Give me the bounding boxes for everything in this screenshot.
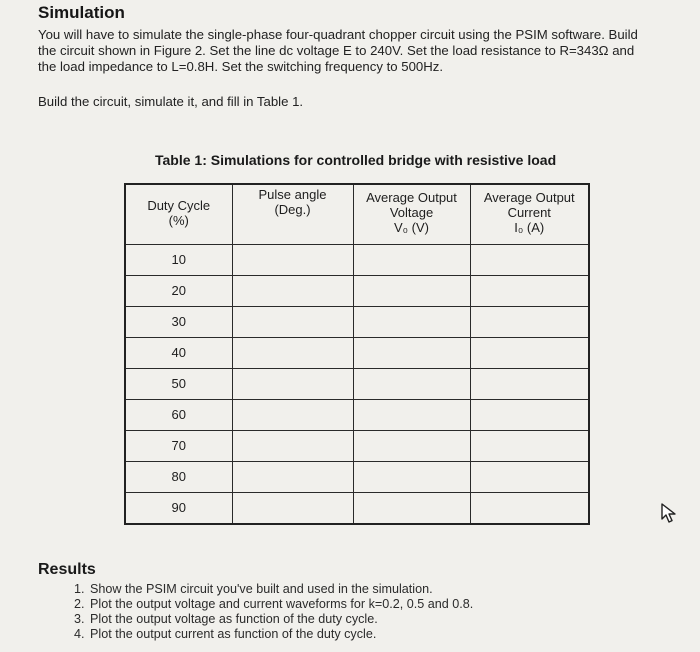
intro-paragraph (38, 27, 688, 75)
table-row (125, 399, 589, 430)
mouse-pointer-icon (659, 502, 679, 524)
average-output-voltage-cell[interactable] (353, 492, 470, 524)
header-line: Average Output (483, 190, 575, 205)
average-output-current-cell[interactable] (470, 430, 589, 461)
average-output-voltage-cell[interactable] (353, 275, 470, 306)
table-caption: Table 1: Simulations for controlled bridge with resistive load (155, 152, 557, 168)
table-row (125, 306, 589, 337)
pulse-angle-cell[interactable] (232, 275, 353, 306)
results-heading: Results (38, 561, 96, 578)
duty-cycle-cell: 70 (125, 430, 232, 461)
header-duty-cycle (125, 184, 232, 244)
table-row (125, 492, 589, 524)
average-output-current-cell[interactable] (470, 337, 589, 368)
results-item: 2. Plot the output voltage and current waveforms for k=0.2, 0.5 and 0.8. (88, 597, 473, 612)
table-row (125, 275, 589, 306)
intro-line: the circuit shown in Figure 2. Set the line dc voltage E to 240V. Set the load resistance to R=343Ω and (38, 43, 635, 58)
duty-cycle-cell: 10 (125, 244, 232, 275)
duty-cycle-cell: 30 (125, 306, 232, 337)
results-item: 4. Plot the output current as function of the duty cycle. (88, 627, 473, 642)
simulation-table (124, 183, 590, 525)
section-title: Simulation (38, 3, 125, 22)
results-list (62, 582, 473, 642)
intro-line: You will have to simulate the single-phase four-quadrant chopper circuit using the PSIM software. Build (38, 27, 638, 42)
header-line: V₀ (V) (393, 220, 429, 235)
table-header-row (125, 184, 589, 244)
header-average-output-voltage (353, 184, 470, 244)
average-output-voltage-cell[interactable] (353, 337, 470, 368)
duty-cycle-cell: 80 (125, 461, 232, 492)
intro-line: the load impedance to L=0.8H. Set the switching frequency to 500Hz. (38, 59, 444, 74)
duty-cycle-cell: 40 (125, 337, 232, 368)
header-line: (%) (168, 213, 189, 228)
average-output-voltage-cell[interactable] (353, 368, 470, 399)
header-line: Duty Cycle (147, 198, 211, 213)
table-row (125, 244, 589, 275)
pulse-angle-cell[interactable] (232, 368, 353, 399)
results-item: 1. Show the PSIM circuit you've built and used in the simulation. (88, 582, 473, 597)
average-output-voltage-cell[interactable] (353, 430, 470, 461)
average-output-voltage-cell[interactable] (353, 306, 470, 337)
header-line: Voltage (389, 205, 434, 220)
header-line: (Deg.) (274, 202, 311, 217)
results-item: 3. Plot the output voltage as function of the duty cycle. (88, 612, 473, 627)
average-output-current-cell[interactable] (470, 492, 589, 524)
header-line: Current (507, 205, 551, 220)
pulse-angle-cell[interactable] (232, 430, 353, 461)
average-output-current-cell[interactable] (470, 399, 589, 430)
header-average-output-current (470, 184, 589, 244)
duty-cycle-cell: 50 (125, 368, 232, 399)
header-line: I₀ (A) (514, 220, 545, 235)
pulse-angle-cell[interactable] (232, 461, 353, 492)
build-instruction: Build the circuit, simulate it, and fill in Table 1. (38, 94, 304, 109)
average-output-current-cell[interactable] (470, 244, 589, 275)
table-row (125, 430, 589, 461)
average-output-voltage-cell[interactable] (353, 461, 470, 492)
average-output-current-cell[interactable] (470, 275, 589, 306)
header-pulse-angle (232, 184, 353, 244)
duty-cycle-cell: 90 (125, 492, 232, 524)
header-line: Average Output (366, 190, 457, 205)
pulse-angle-cell[interactable] (232, 399, 353, 430)
pulse-angle-cell[interactable] (232, 337, 353, 368)
table-row (125, 368, 589, 399)
average-output-voltage-cell[interactable] (353, 244, 470, 275)
header-line: Pulse angle (258, 187, 327, 202)
table-row (125, 461, 589, 492)
pulse-angle-cell[interactable] (232, 306, 353, 337)
table-row (125, 337, 589, 368)
average-output-voltage-cell[interactable] (353, 399, 470, 430)
average-output-current-cell[interactable] (470, 368, 589, 399)
average-output-current-cell[interactable] (470, 461, 589, 492)
pulse-angle-cell[interactable] (232, 492, 353, 524)
duty-cycle-cell: 60 (125, 399, 232, 430)
average-output-current-cell[interactable] (470, 306, 589, 337)
pulse-angle-cell[interactable] (232, 244, 353, 275)
duty-cycle-cell: 20 (125, 275, 232, 306)
